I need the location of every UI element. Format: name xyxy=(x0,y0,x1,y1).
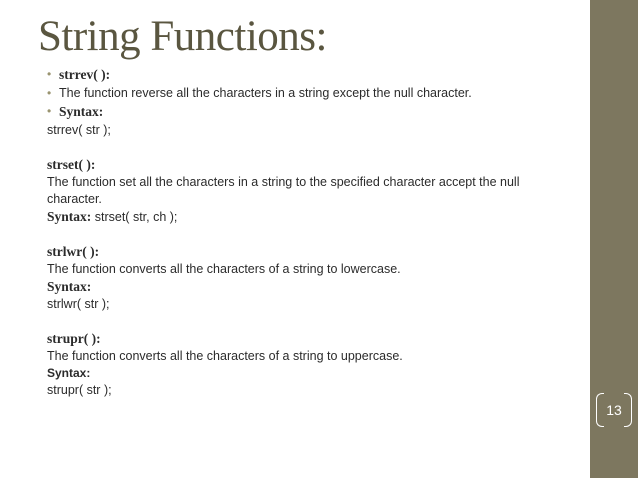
strupr-description: The function converts all the characters of a string to uppercase. xyxy=(47,349,403,363)
bullet-icon: • xyxy=(47,104,52,118)
strlwr-heading: strlwr( ): xyxy=(47,244,100,259)
strrev-description: The function reverse all the characters in a string except the null character. xyxy=(59,86,472,100)
page-number-badge xyxy=(596,393,632,427)
strset-syntax-code: strset( str, ch ); xyxy=(94,210,178,224)
strset-heading: strset( ): xyxy=(47,157,96,172)
spacer xyxy=(47,313,587,330)
strrev-heading: strrev( ): xyxy=(59,67,111,82)
strset-syntax-label: Syntax: xyxy=(47,209,92,224)
spacer xyxy=(47,226,587,243)
badge-right-bracket xyxy=(624,393,632,427)
page-number: 13 xyxy=(606,402,622,418)
slide-title: String Functions: xyxy=(38,13,327,60)
strupr-syntax-label: Syntax: xyxy=(47,366,91,380)
bullet-icon: • xyxy=(47,67,52,81)
strlwr-syntax-label: Syntax: xyxy=(47,279,92,294)
strset-syntax-row xyxy=(47,208,587,226)
strupr-heading: strupr( ): xyxy=(47,331,101,346)
strupr-syntax-code: strupr( str ); xyxy=(47,383,112,397)
strrev-heading-row xyxy=(47,66,587,84)
strrev-syntax-code: strrev( str ); xyxy=(47,123,111,137)
strrev-description-row xyxy=(47,85,587,102)
bullet-icon: • xyxy=(47,86,52,100)
slide-content xyxy=(47,66,587,399)
spacer xyxy=(47,139,587,156)
strset-description: The function set all the characters in a string to the specified character accept the null character. xyxy=(47,175,520,206)
strrev-syntax-row xyxy=(47,103,587,121)
strlwr-description: The function converts all the characters of a string to lowercase. xyxy=(47,262,401,276)
strrev-syntax-label: Syntax: xyxy=(59,104,104,119)
strlwr-syntax-code: strlwr( str ); xyxy=(47,297,110,311)
badge-left-bracket xyxy=(596,393,604,427)
